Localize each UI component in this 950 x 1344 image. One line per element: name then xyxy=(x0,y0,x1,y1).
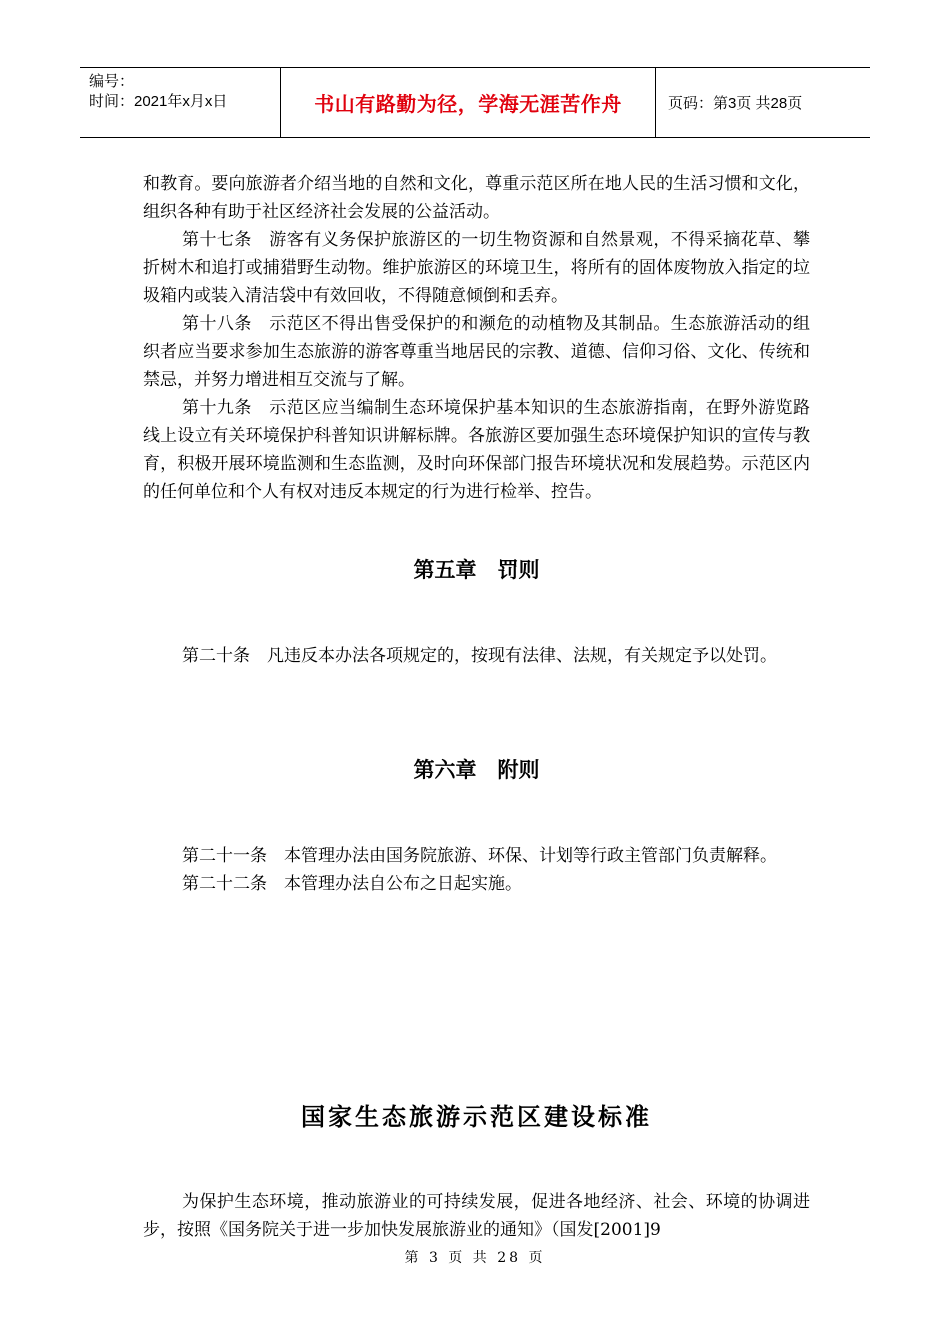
article-19: 第十九条 示范区应当编制生态环境保护基本知识的生态旅游指南，在野外游览路线上设立有关环境保护科普知识讲解标牌。各旅游区要加强生态环境保护知识的宣传与教育，积极开展环境监测和生态监测，及时向环保部门报告环境状况和发展趋势。示范区内的任何单位和个人有权对违反本规定的行为进行检举、控告。 xyxy=(143,398,810,502)
article-20: 第二十条 凡违反本办法各项规定的，按现有法律、法规，有关规定予以处罚。 xyxy=(182,646,777,666)
header-page-info: 页码：第3页 共28页 xyxy=(668,95,803,112)
document-date: 时间：2021年x月x日 xyxy=(89,93,228,110)
standard-title: 国家生态旅游示范区建设标准 xyxy=(301,1103,652,1131)
article-21: 第二十一条 本管理办法由国务院旅游、环保、计划等行政主管部门负责解释。 xyxy=(182,846,777,866)
intro-paragraph: 为保护生态环境，推动旅游业的可持续发展，促进各地经济、社会、环境的协调进步，按照《国务院关于进一步加快发展旅游业的通知》（国发[2001]9 xyxy=(143,1192,810,1240)
chapter-6-title: 第六章 附则 xyxy=(413,758,540,782)
standard-intro xyxy=(143,1188,810,1244)
header-motto: 书山有路勤为径，学海无涯苦作舟 xyxy=(281,68,656,137)
article-22: 第二十二条 本管理办法自公布之日起实施。 xyxy=(182,874,522,894)
page-footer: 第 3 页 共 28 页 xyxy=(404,1250,546,1266)
document-number-label: 编号： xyxy=(89,73,135,90)
article-18: 第十八条 示范区不得出售受保护的和濒危的动植物及其制品。生态旅游活动的组织者应当要求参加生态旅游的游客尊重当地居民的宗教、道德、信仰习俗、文化、传统和禁忌，并努力增进相互交流与了解。 xyxy=(143,314,810,390)
chapter-5-title: 第五章 罚则 xyxy=(413,558,540,582)
header-meta xyxy=(80,68,281,137)
page-header xyxy=(80,67,870,138)
chapter-5-body xyxy=(143,642,810,670)
paragraph: 和教育。要向旅游者介绍当地的自然和文化，尊重示范区所在地人民的生活习惯和文化，组织各种有助于社区经济社会发展的公益活动。 xyxy=(143,174,810,222)
chapter-6-body xyxy=(143,842,810,898)
article-17: 第十七条 游客有义务保护旅游区的一切生物资源和自然景观，不得采摘花草、攀折树木和追打或捕猎野生动物。维护旅游区的环境卫生，将所有的固体废物放入指定的垃圾箱内或装入清洁袋中有效回收，不得随意倾倒和丢弃。 xyxy=(143,230,810,306)
section-articles-17-19 xyxy=(143,170,810,506)
